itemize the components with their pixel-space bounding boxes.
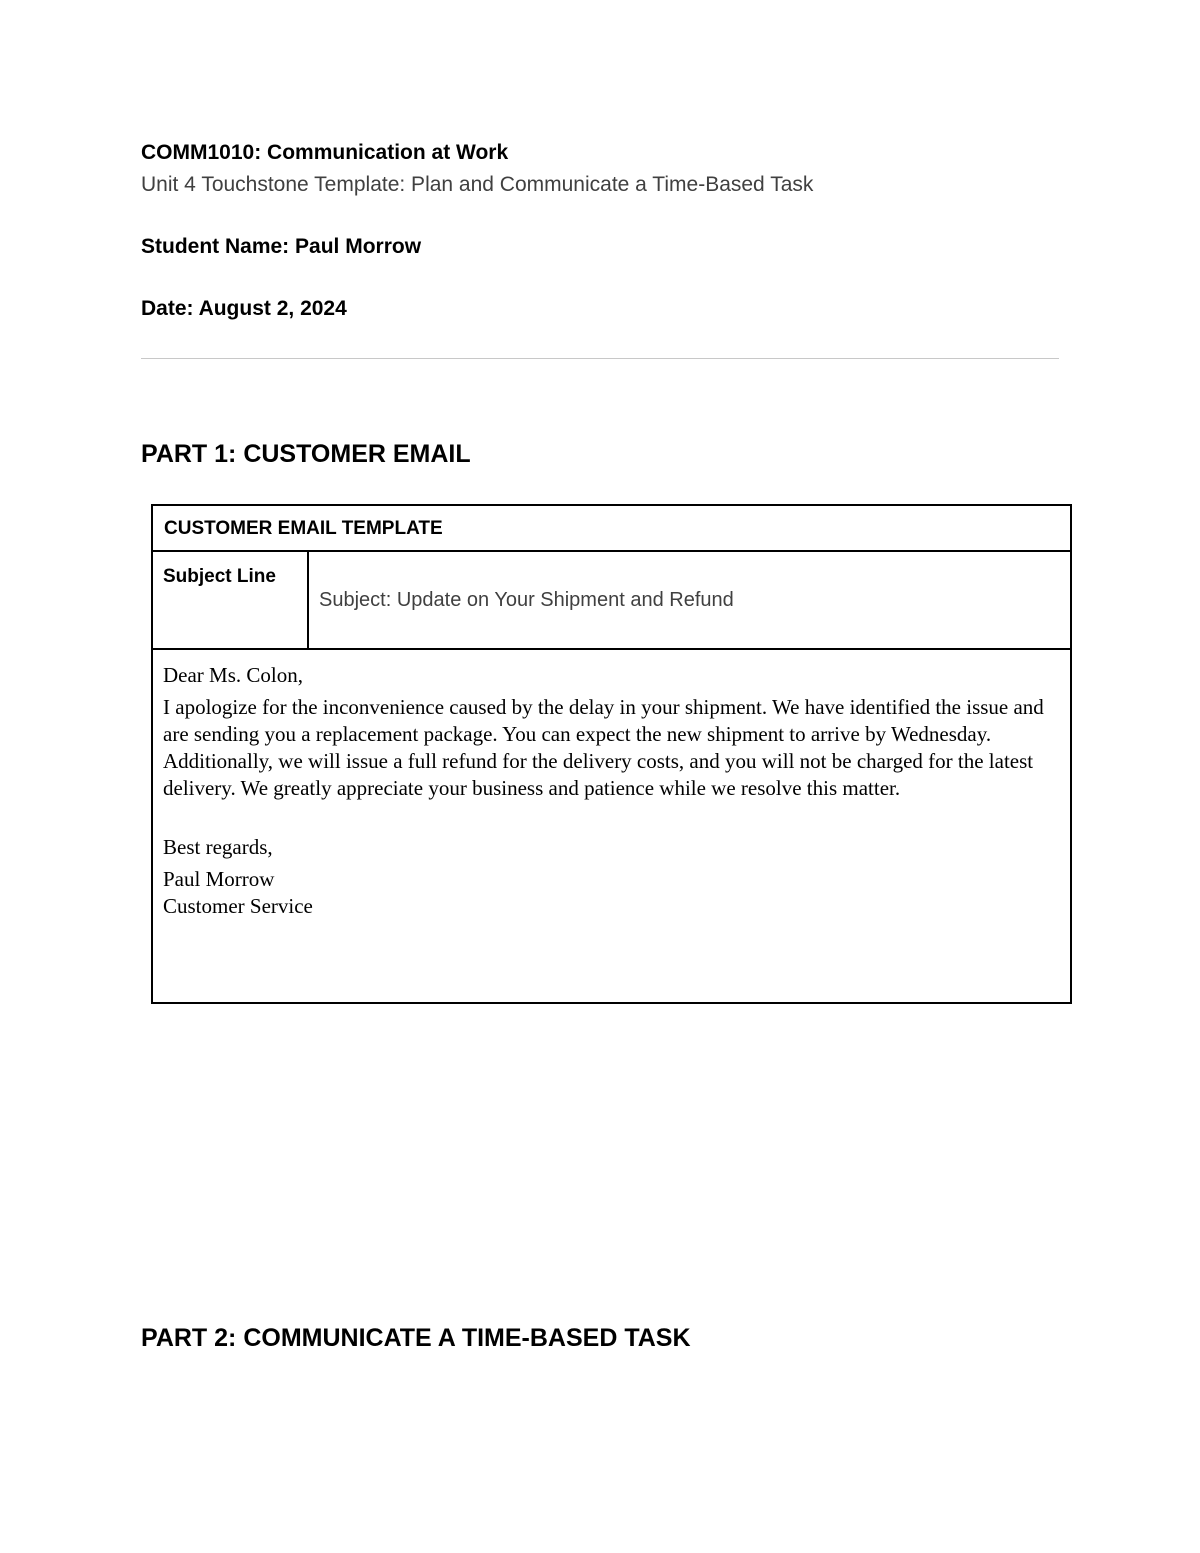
email-body-paragraph: I apologize for the inconvenience caused by the delay in your shipment. We have identified the issue and are sending you a replacement package. You can expect the new shipment to arrive by Wednesday. Additionally, we will issue a full refund for the delivery costs, and you will not be charged for the latest delivery. We greatly appreciate your business and patience while we resolve this matter. [163,695,1044,800]
subject-line-row [153,552,1070,650]
horizontal-divider [141,358,1059,359]
student-name: Student Name: Paul Morrow [141,235,422,258]
email-body-cell [153,650,1070,1002]
subject-label-cell [153,552,309,648]
email-closing: Best regards, [163,835,273,859]
part1-heading: PART 1: CUSTOMER EMAIL [141,440,471,468]
email-signer-name: Paul Morrow [163,867,275,891]
table-header-row [153,506,1070,552]
email-signer-department: Customer Service [163,894,313,918]
subject-line-label: Subject Line [163,566,276,587]
table-header-text: CUSTOMER EMAIL TEMPLATE [164,518,443,539]
email-greeting: Dear Ms. Colon, [163,663,303,687]
subject-line-value: Subject: Update on Your Shipment and Refund [319,589,734,611]
document-subtitle: Unit 4 Touchstone Template: Plan and Communicate a Time-Based Task [141,173,814,196]
document-date: Date: August 2, 2024 [141,297,347,320]
customer-email-table [151,504,1072,1004]
part2-heading: PART 2: COMMUNICATE A TIME-BASED TASK [141,1324,691,1352]
course-title: COMM1010: Communication at Work [141,141,509,164]
